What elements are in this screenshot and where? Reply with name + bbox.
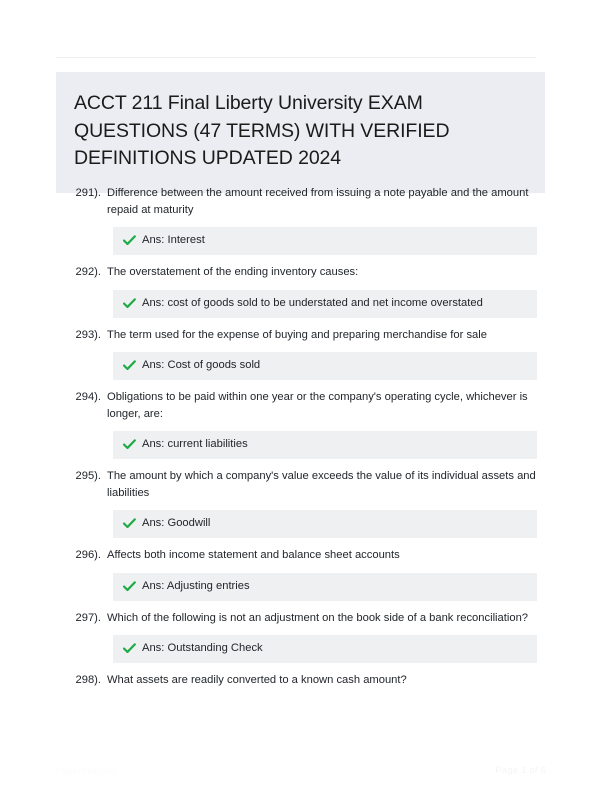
question-item: [56, 389, 546, 459]
document-title-band: [56, 72, 545, 193]
answer-bar: [113, 290, 537, 318]
question-item: [56, 327, 546, 381]
site-watermark: PaperStic.com: [56, 765, 118, 776]
question-list: [56, 185, 546, 698]
question-row: [56, 327, 546, 344]
question-number: 296).: [75, 549, 101, 561]
check-icon: [123, 643, 136, 654]
question-item: [56, 264, 546, 318]
answer-bar: [113, 510, 537, 538]
answer-bar: [113, 635, 537, 663]
question-number: 291).: [75, 187, 101, 199]
question-row: [56, 547, 546, 564]
answer-bar: [113, 573, 537, 601]
question-text: The overstatement of the ending inventory causes:: [107, 266, 359, 278]
page-number: Page 1 of 6: [495, 765, 546, 776]
check-icon: [123, 360, 136, 371]
question-row: [56, 468, 546, 501]
answer-text: Ans: Cost of goods sold: [142, 359, 261, 371]
answer-text: Ans: Goodwill: [142, 517, 211, 529]
page-title: ACCT 211 Final Liberty University EXAM QUESTIONS (47 TERMS) WITH VERIFIED DEFINITIONS UPDATED 2024: [74, 92, 450, 170]
question-text: Difference between the amount received from issuing a note payable and the amount repaid at maturity: [107, 187, 529, 216]
question-text: Which of the following is not an adjustment on the book side of a bank reconciliation?: [107, 611, 529, 624]
answer-text: Ans: Interest: [142, 234, 205, 246]
question-number: 293).: [75, 328, 101, 341]
check-icon: [123, 235, 136, 246]
question-row: [56, 185, 546, 218]
answer-text: Ans: Outstanding Check: [142, 642, 263, 654]
question-item: [56, 610, 546, 664]
check-icon: [123, 518, 136, 529]
answer-text: Ans: Adjusting entries: [142, 579, 250, 592]
question-row: [56, 389, 546, 422]
question-item: [56, 185, 546, 255]
question-number: 297).: [75, 611, 101, 624]
question-text: Affects both income statement and balance sheet accounts: [107, 549, 400, 561]
answer-text: Ans: cost of goods sold to be understated and net income overstated: [142, 296, 483, 309]
answer-bar: [113, 227, 537, 255]
question-item: [56, 672, 546, 689]
question-item: [56, 547, 546, 601]
answer-text: Ans: current liabilities: [142, 438, 248, 450]
answer-bar: [113, 431, 537, 459]
check-icon: [123, 439, 136, 450]
check-icon: [123, 581, 136, 592]
header-divider: [56, 57, 536, 58]
question-number: 295).: [75, 470, 101, 482]
page-footer: [56, 765, 546, 776]
question-number: 292).: [75, 266, 101, 278]
check-icon: [123, 298, 136, 309]
question-text: What assets are readily converted to a known cash amount?: [107, 674, 407, 686]
question-text: The term used for the expense of buying and preparing merchandise for sale: [107, 328, 487, 341]
question-item: [56, 468, 546, 538]
question-row: [56, 610, 546, 627]
question-number: 298).: [75, 674, 101, 686]
question-text: Obligations to be paid within one year or the company's operating cycle, whichever is longer, are:: [107, 391, 528, 420]
question-row: [56, 672, 546, 689]
answer-bar: [113, 352, 537, 380]
question-number: 294).: [75, 391, 101, 403]
question-row: [56, 264, 546, 281]
question-text: The amount by which a company's value exceeds the value of its individual assets and liabilities: [107, 470, 536, 499]
